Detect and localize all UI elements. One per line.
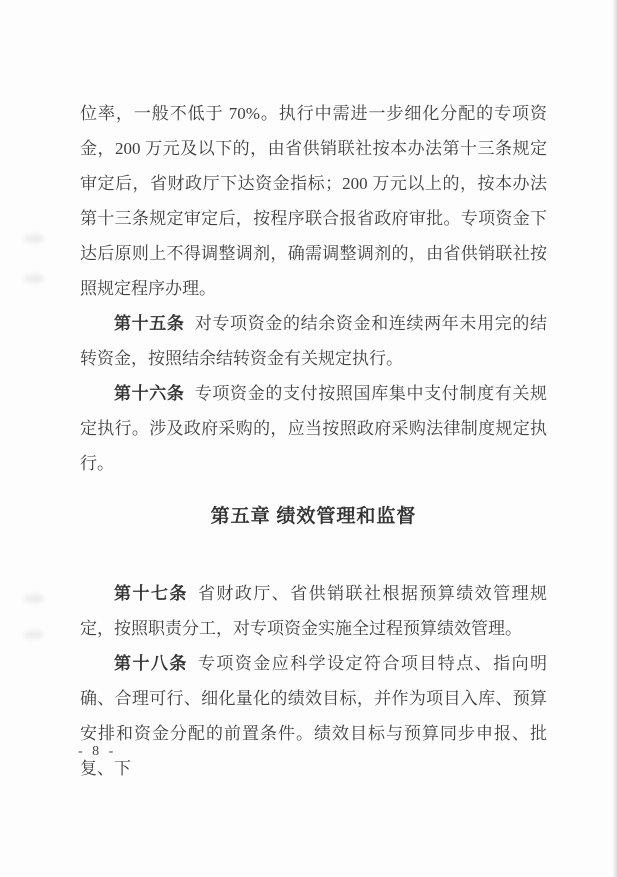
article-number: 第十六条 bbox=[114, 384, 185, 403]
paragraph bbox=[80, 376, 547, 481]
page-number: - 8 - bbox=[78, 744, 117, 759]
article-number: 第十八条 bbox=[114, 654, 188, 673]
scan-smudge bbox=[24, 594, 44, 603]
paragraph-text: 专项资金应科学设定符合项目特点、指向明确、合理可行、细化量化的绩效目标，并作为项目入库、预算安排和资金分配的前置条件。绩效目标与预算同步申报、批复、下 bbox=[80, 654, 548, 778]
paragraph-text: 专项资金的支付按照国库集中支付制度有关规定执行。涉及政府采购的，应当按照政府采购法律制度规定执行。 bbox=[80, 384, 548, 473]
scan-smudge bbox=[24, 630, 44, 639]
paragraph-text: 位率，一般不低于 70%。执行中需进一步细化分配的专项资金，200 万元及以下的，由省供销联社按本办法第十三条规定审定后，省财政厅下达资金指标；200 万元以上的，按本办法第十三条规定审定后，按程序联合报省政府审批。专项资金下达后原则上不得调整调剂，确需调整调剂的，由省供销联社按照规定程序办理。 bbox=[80, 104, 547, 298]
paragraph bbox=[80, 576, 547, 646]
article-number: 第十七条 bbox=[114, 584, 188, 603]
paragraph bbox=[80, 646, 547, 786]
paragraph-text: 对专项资金的结余资金和连续两年未用完的结转资金，按照结余结转资金有关规定执行。 bbox=[80, 314, 548, 368]
article-number: 第十五条 bbox=[114, 314, 185, 333]
scan-smudge bbox=[24, 234, 44, 243]
scan-edge-shadow bbox=[612, 0, 617, 877]
chapter-heading: 第五章 绩效管理和监督 bbox=[210, 506, 417, 527]
document-body bbox=[80, 96, 547, 786]
scan-smudge bbox=[24, 274, 44, 283]
paragraph bbox=[80, 306, 547, 376]
paragraph bbox=[80, 96, 547, 306]
paragraph-text: 省财政厅、省供销联社根据预算绩效管理规定，按照职责分工，对专项资金实施全过程预算绩效管理。 bbox=[80, 584, 548, 638]
